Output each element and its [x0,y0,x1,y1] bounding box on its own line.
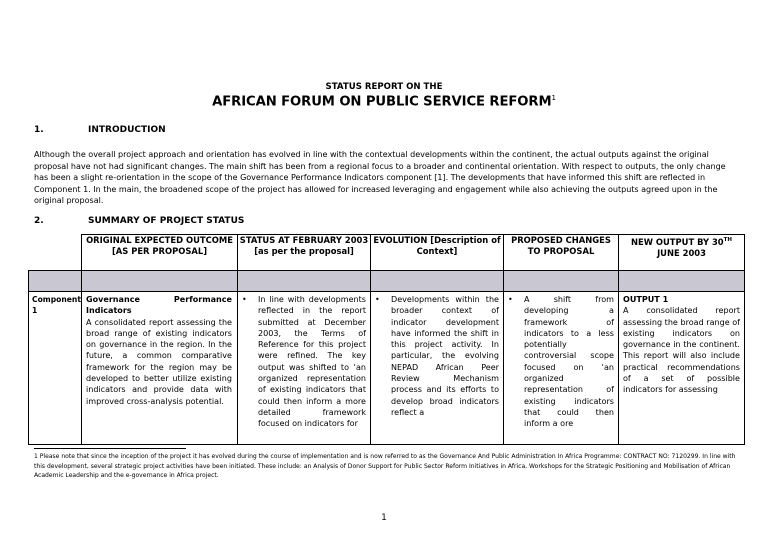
header-empty-cell [29,235,82,271]
shaded-cell [238,271,371,292]
outcome-text: A consolidated report assessing the broad range of existing indicators on governance in the region. In the future, a common comparative framework for the region may be developed to better utilize existing indicators and provide data with improved cross-analysis potential. [86,317,232,406]
new-output-title: OUTPUT 1 [623,295,669,304]
footnote-text: 1 Please note that since the inception of the project it has evolved during the course of implementation and is now referred to as the Governance And Public Administration In Africa Programme: CONTRACT NO: 7120299. In line with this development, several strategic project activities have been initiated. These include: an Analysis of Donor Support for Public Sector Reform Initiatives in Africa, Workshops for the Strategic Positioning and Mobilisation of African Academic Leadership and the e-governance in Africa project. [34,453,736,479]
report-title-line2 [0,94,768,109]
component-cell [29,292,82,445]
evolution-text: Developments within the broader context of indicator development have informed the shift in this project activity. In particular, the evolving NEPAD African Peer Review Mechanism process and its efforts to develop broad indicators reflect a [391,295,499,417]
proposed-content [504,292,618,444]
bullet-icon: • [508,295,513,304]
outcome-title-a: Governance Performance [86,295,232,304]
shaded-cell [82,271,238,292]
header-new-output-sup: TH [723,237,732,243]
table-header-row [29,235,745,271]
table-shaded-row [29,271,745,292]
report-title-text: AFRICAN FORUM ON PUBLIC SERVICE REFORM [212,94,552,110]
introduction-paragraph: Although the overall project approach and orientation has evolved in line with the contextual developments within the continent, the actual outputs against the original proposal have not had significant changes. The main shift has been from a regional focus to a broader and continental orientation. With respect to outputs, the only change has been a slight re-orientation in the scope of the Governance Performance Indicators component [1]. The developments that have informed this shift are reflected in Component 1. In the main, the broadened scope of the project has allowed for increased leveraging and engagement while also achieving the outputs agreed upon in the original proposal. [34,150,726,206]
shaded-cell [504,271,619,292]
section2-number: 2. [34,216,44,226]
section1-number: 1. [34,125,44,135]
outcome-content [82,292,237,444]
footnote-separator [34,448,186,449]
header-new-output-post: JUNE 2003 [657,247,706,258]
outcome-cell [82,292,238,445]
bullet-icon: • [375,295,380,304]
bullet-icon: • [242,295,247,304]
outcome-title-b: Indicators [86,306,132,316]
shaded-cell [29,271,82,292]
header-original-outcome: ORIGINAL EXPECTED OUTCOME [AS PER PROPOSAL] [82,235,238,271]
header-proposed-changes: PROPOSED CHANGES TO PROPOSAL [504,235,619,271]
project-status-table [28,234,745,445]
header-evolution: EVOLUTION [Description of Context] [371,235,504,271]
header-new-output-pre: NEW OUTPUT BY 30 [630,236,724,247]
new-output-cell [619,292,745,445]
new-output-content [619,292,744,444]
report-title-line1: STATUS REPORT ON THE [325,82,443,92]
header-status: STATUS AT FEBRUARY 2003 [as per the proposal] [238,235,371,271]
component-label: Component 1 [32,295,81,316]
evolution-cell [371,292,504,445]
status-cell [238,292,371,445]
page-number: 1 [381,513,387,523]
proposed-text: A shift from developing a framework of indicators to a less potentially controversial scope focused on ‘an organized representation of existing indicators that could then inform a ore [524,295,614,429]
footnote-reference[interactable]: 1 [551,94,556,102]
proposed-cell [504,292,619,445]
section1-heading: INTRODUCTION [88,125,166,135]
new-output-text: A consolidated report assessing the broad range of existing indicators on governance in the continent. This report will also include practical recommendations of a set of possible indicators for assessing [623,306,740,395]
shaded-cell [619,271,745,292]
shaded-cell [371,271,504,292]
status-content [238,292,370,444]
header-new-output [619,235,745,271]
table-row [29,292,745,445]
evolution-content [371,292,503,444]
section2-heading: SUMMARY OF PROJECT STATUS [88,216,245,226]
status-text: In line with developments reflected in the report submitted at December 2003, the Terms of Reference for this project were refined. The key output was shifted to ‘an organized representation of existing indicators that could then inform a more detailed framework focused on indicators for [258,295,366,429]
